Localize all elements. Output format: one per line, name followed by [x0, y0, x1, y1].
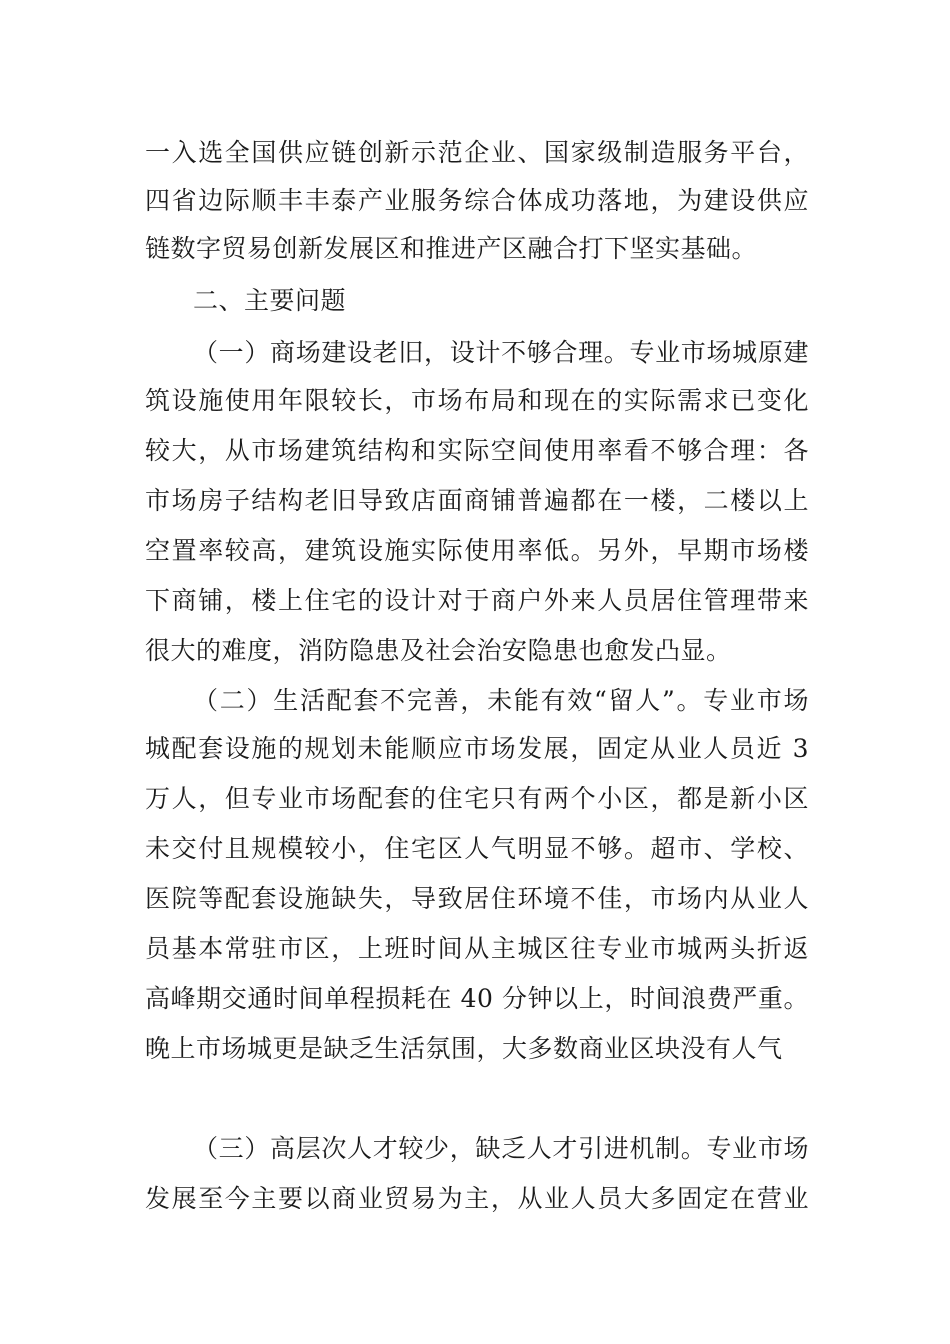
body-line-1: 一入选全国供应链创新示范企业、国家级制造服务平台，	[145, 138, 809, 167]
para2-line-8: 晚上市场城更是缺乏生活氛围，大多数商业区块没有人气	[145, 1034, 783, 1063]
section-heading: 二、主要问题	[193, 286, 347, 315]
para1-line-5: 空置率较高，建筑设施实际使用率低。另外，早期市场楼	[145, 536, 809, 565]
para3-line-2: 发展至今主要以商业贸易为主，从业人员大多固定在营业	[145, 1184, 809, 1213]
para1-line-6: 下商铺，楼上住宅的设计对于商户外来人员居住管理带来	[145, 586, 809, 615]
para2-line-6: 员基本常驻市区，上班时间从主城区往专业市城两头折返	[145, 934, 809, 963]
para1-line-2: 筑设施使用年限较长，市场布局和现在的实际需求已变化	[145, 386, 809, 415]
para2-line-2: 城配套设施的规划未能顺应市场发展，固定从业人员近 3	[145, 734, 809, 763]
para1-line-1: （一）商场建设老旧，设计不够合理。专业市场城原建	[193, 338, 809, 367]
para1-line-3: 较大，从市场建筑结构和实际空间使用率看不够合理：各	[145, 436, 809, 465]
para2-line-4: 未交付且规模较小，住宅区人气明显不够。超市、学校、	[145, 834, 809, 863]
para2-line-1: （二）生活配套不完善，未能有效“留人”。专业市场	[193, 686, 809, 715]
body-line-2: 四省边际顺丰丰泰产业服务综合体成功落地，为建设供应	[145, 186, 809, 215]
para2-line-5: 医院等配套设施缺失，导致居住环境不佳，市场内从业人	[145, 884, 809, 913]
para1-line-4: 市场房子结构老旧导致店面商铺普遍都在一楼，二楼以上	[145, 486, 809, 515]
para3-line-1: （三）高层次人才较少，缺乏人才引进机制。专业市场	[193, 1134, 809, 1163]
para2-line-3: 万人，但专业市场配套的住宅只有两个小区，都是新小区	[145, 784, 809, 813]
para1-line-7: 很大的难度，消防隐患及社会治安隐患也愈发凸显。	[145, 636, 732, 665]
para2-line-7: 高峰期交通时间单程损耗在 40 分钟以上，时间浪费严重。	[145, 984, 809, 1013]
body-line-3: 链数字贸易创新发展区和推进产区融合打下坚实基础。	[145, 234, 758, 263]
